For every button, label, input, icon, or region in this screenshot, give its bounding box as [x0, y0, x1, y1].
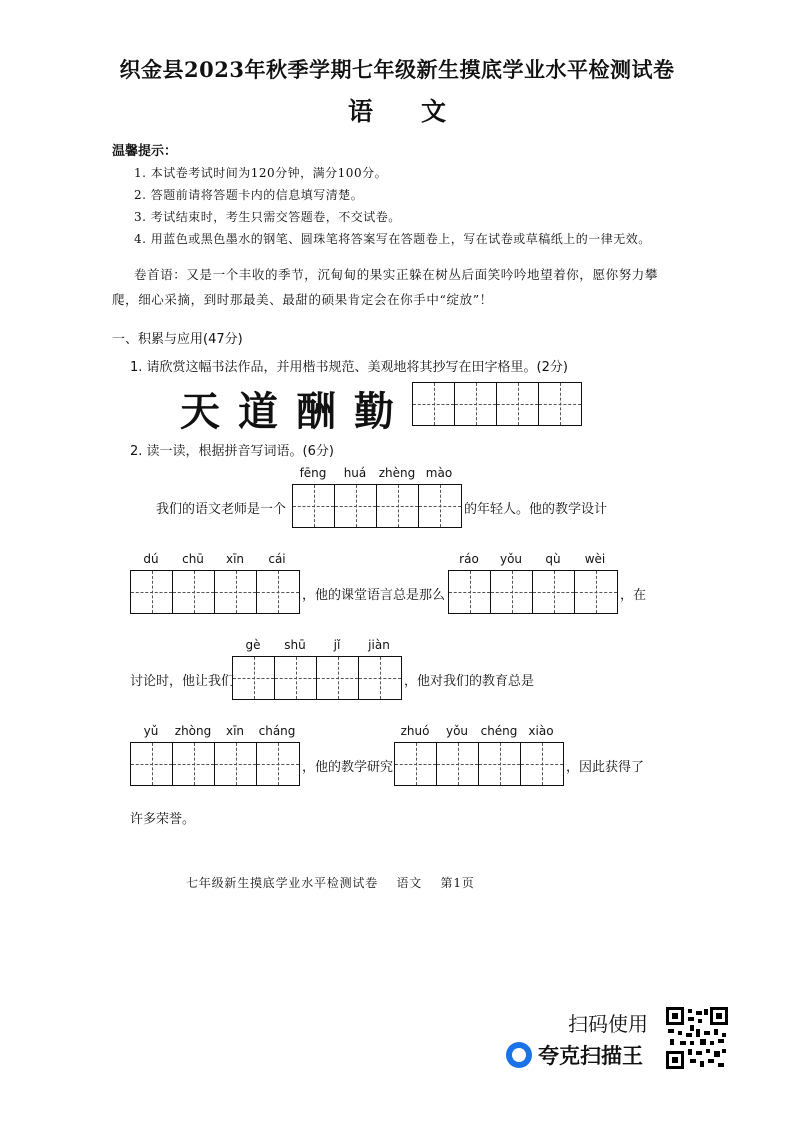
sentence-text: 我们的语文老师是一个 [156, 502, 287, 517]
pinyin-row: dú chū xīn cái [143, 552, 286, 566]
tips-heading: 温馨提示： [112, 144, 178, 159]
sentence-text: 许多荣誉。 [130, 812, 196, 827]
question-1: 1. 请欣赏这幅书法作品，并用楷书规范、美观地将其抄写在田字格里。(2分) [130, 360, 568, 375]
sentence-text: ，因此获得了 [566, 760, 645, 775]
tip-item: 3. 考试结束时，考生只需交答题卷，不交试卷。 [134, 210, 401, 224]
pinyin-row: gè shū jǐ jiàn [245, 638, 390, 652]
section-heading: 一、积累与应用(47分) [112, 332, 243, 347]
answer-grid-fenghuazhengmao[interactable] [292, 484, 462, 528]
sentence-text: 的年轻人。他的教学设计 [464, 502, 608, 517]
sentence-text: 讨论时，他让我们 [130, 674, 235, 689]
quark-logo-icon [506, 1042, 532, 1068]
scan-label: 扫码使用 [568, 1012, 648, 1036]
answer-grid-duchuxincai[interactable] [130, 570, 300, 614]
answer-grid-geshujijian[interactable] [232, 656, 402, 700]
qr-code-icon[interactable] [666, 1007, 728, 1069]
answer-grid-zhuoyouchengxiao[interactable] [394, 742, 564, 786]
scanner-brand [506, 1040, 643, 1070]
brand-name: 夸克扫描王 [538, 1044, 643, 1068]
tip-item: 2. 答题前请将答题卡内的信息填写清楚。 [134, 188, 364, 202]
question-2: 2. 读一读，根据拼音写词语。(6分) [130, 444, 334, 459]
tip-item: 4. 用蓝色或黑色墨水的钢笔、圆珠笔将答案写在答题卷上，写在试卷或草稿纸上的一律无效。 [134, 232, 651, 246]
intro-paragraph: 卷首语：又是一个丰收的季节，沉甸甸的果实正躲在树丛后面笑吟吟地望着你，愿你努力攀爬，细心采摘，到时那最美、最甜的硕果肯定会在你手中“绽放”！ [112, 267, 659, 307]
sentence-text: ，在 [620, 588, 647, 603]
sentence-text: ，他的课堂语言总是那么 [302, 588, 446, 603]
answer-grid-raoyouquwei[interactable] [448, 570, 618, 614]
pinyin-row: ráo yǒu qù wèi [459, 552, 606, 566]
pinyin-row: fēng huá zhèng mào [299, 466, 453, 480]
calligraphy-char: 道 [238, 388, 278, 435]
calligraphy-artwork [180, 380, 394, 437]
pinyin-row: zhuó yǒu chéng xiào [400, 724, 554, 738]
sentence-text: ，他对我们的教育总是 [404, 674, 535, 689]
page-footer: 七年级新生摸底学业水平检测试卷 语文 第1页 [186, 876, 475, 890]
answer-grid-q1[interactable] [412, 382, 582, 426]
tip-item: 1. 本试卷考试时间为120分钟，满分100分。 [134, 166, 388, 180]
subject-title: 语文 [347, 97, 494, 126]
answer-grid-yuzhongxinchang[interactable] [130, 742, 300, 786]
sentence-text: ，他的教学研究 [302, 760, 394, 775]
calligraphy-char: 勤 [354, 388, 394, 435]
pinyin-row: yǔ zhòng xīn cháng [143, 724, 296, 738]
calligraphy-char: 酬 [296, 388, 336, 435]
calligraphy-char: 天 [180, 388, 220, 435]
exam-title: 织金县2023年秋季学期七年级新生摸底学业水平检测试卷 [119, 57, 675, 82]
